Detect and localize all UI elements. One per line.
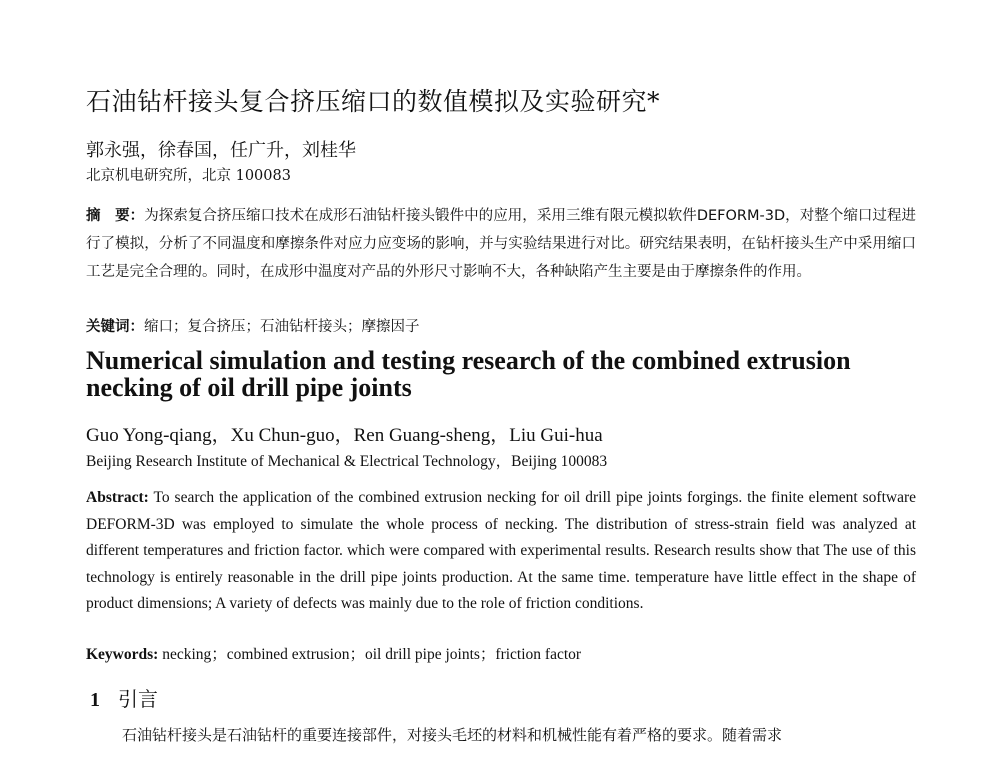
chinese-authors: 郭永强，徐春国，任广升，刘桂华: [86, 140, 356, 161]
chinese-keywords-text: 缩口；复合挤压；石油钻杆接头；摩擦因子: [144, 319, 420, 335]
english-abstract: [86, 485, 916, 618]
chinese-keywords-label: 关键词：: [86, 319, 144, 335]
english-keywords-text: necking；combined extrusion；oil drill pipe joints；friction factor: [158, 646, 582, 663]
english-abstract-text: To search the application of the combined extrusion necking for oil drill pipe joints forgings. the finite element software DEFORM-3D was employed to simulate the whole process of necking. The distribution of stress-strain field was analyzed at different temperatures and friction factor. which were compared with experimental results. Research results show that The use of this technology is entirely reasonable in the drill pipe joints production. At the same time. temperature have little effect in the shape of product dimensions; A variety of defects was mainly due to the role of friction conditions.: [86, 489, 916, 612]
chinese-title: 石油钻杆接头复合挤压缩口的数值模拟及实验研究*: [86, 87, 661, 116]
chinese-keywords: [86, 315, 420, 336]
english-keywords-label: Keywords:: [86, 646, 159, 663]
chinese-abstract: [86, 202, 916, 286]
english-abstract-label: Abstract:: [86, 489, 149, 506]
english-authors: Guo Yong-qiang，Xu Chun-guo，Ren Guang-sheng，Liu Gui-hua: [86, 425, 603, 446]
section-title: 引言: [118, 687, 158, 711]
english-keywords: [86, 642, 581, 664]
english-title: Numerical simulation and testing research of the combined extrusion necking of oil drill pipe joints: [86, 346, 851, 402]
chinese-abstract-label: 摘 要：: [86, 208, 145, 224]
intro-paragraph: 石油钻杆接头是石油钻杆的重要连接部件，对接头毛坯的材料和机械性能有着严格的要求。随着需求: [122, 726, 783, 744]
section-heading: [90, 683, 158, 712]
chinese-affiliation: 北京机电研究所，北京 100083: [86, 168, 291, 184]
chinese-abstract-text: 为探索复合挤压缩口技术在成形石油钻杆接头锻件中的应用，采用三维有限元模拟软件DEFORM-3D，对整个缩口过程进行了模拟，分析了不同温度和摩擦条件对应力应变场的影响，并与实验结果进行对比。研究结果表明，在钻杆接头生产中采用缩口工艺是完全合理的。同时，在成形中温度对产品的外形尺寸影响不大，各种缺陷产生主要是由于摩擦条件的作用。: [86, 208, 917, 280]
section-number: 1: [90, 689, 100, 711]
english-affiliation: Beijing Research Institute of Mechanical & Electrical Technology，Beijing 100083: [86, 453, 608, 470]
